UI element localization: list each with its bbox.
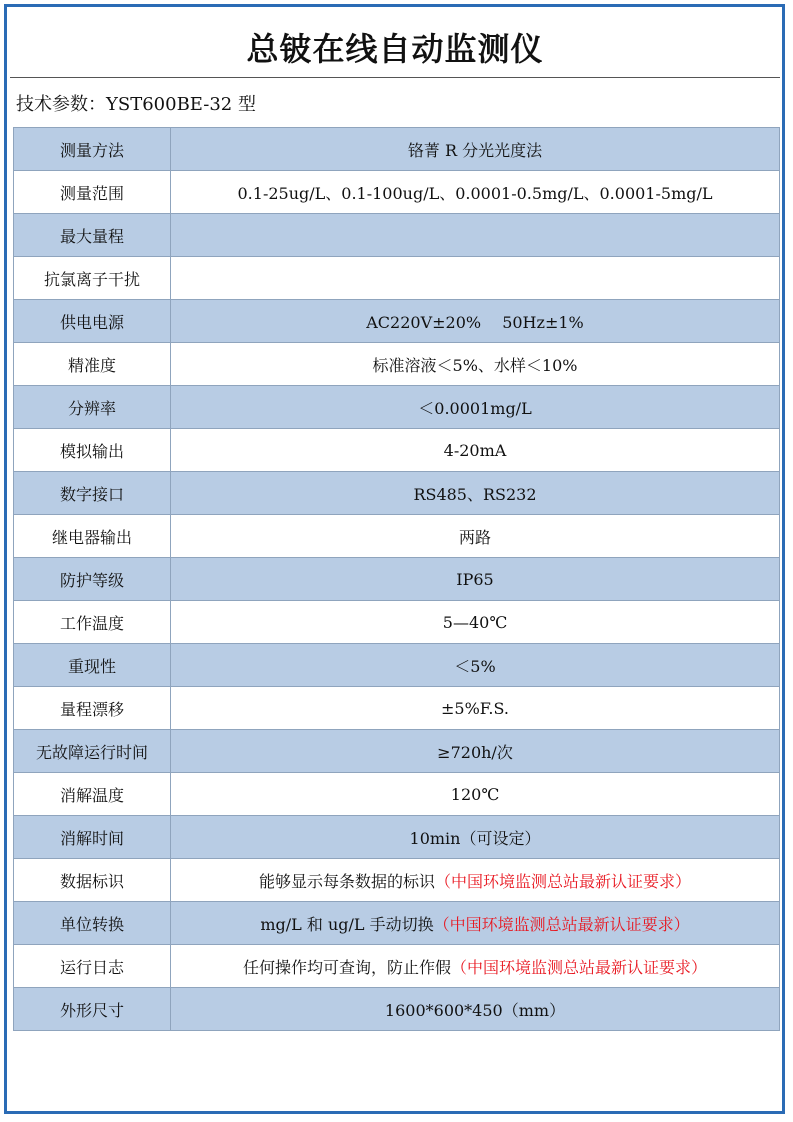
spec-value-cell xyxy=(171,988,780,1031)
spec-value-cell xyxy=(171,214,780,257)
certification-note: （中国环境监测总站最新认证要求） xyxy=(451,957,708,977)
spec-value-cell xyxy=(171,300,780,343)
table-row xyxy=(14,429,780,472)
spec-value-cell xyxy=(171,730,780,773)
spec-value: 铬菁 R 分光光度法 xyxy=(407,140,543,160)
table-row xyxy=(14,128,780,171)
spec-label: 外形尺寸 xyxy=(14,988,171,1031)
table-row xyxy=(14,601,780,644)
spec-value-cell xyxy=(171,515,780,558)
table-row xyxy=(14,644,780,687)
spec-value-cell xyxy=(171,386,780,429)
table-row xyxy=(14,257,780,300)
spec-value-cell xyxy=(171,257,780,300)
spec-value-cell xyxy=(171,816,780,859)
spec-label: 供电电源 xyxy=(14,300,171,343)
model-subtitle: 技术参数：YST600BE-32 型 xyxy=(16,94,256,115)
table-row xyxy=(14,171,780,214)
spec-value: AC220V±20% 50Hz±1% xyxy=(366,312,584,332)
table-row xyxy=(14,816,780,859)
spec-table-body xyxy=(14,128,780,1031)
spec-label: 工作温度 xyxy=(14,601,171,644)
table-row xyxy=(14,558,780,601)
spec-table xyxy=(13,127,780,1031)
spec-label: 抗氯离子干扰 xyxy=(14,257,171,300)
table-row xyxy=(14,945,780,988)
spec-value: IP65 xyxy=(456,569,494,589)
spec-value: 两路 xyxy=(458,527,491,547)
table-row xyxy=(14,859,780,902)
spec-label: 消解温度 xyxy=(14,773,171,816)
spec-label: 继电器输出 xyxy=(14,515,171,558)
spec-label: 最大量程 xyxy=(14,214,171,257)
spec-label: 模拟输出 xyxy=(14,429,171,472)
spec-value: RS485、RS232 xyxy=(413,484,537,504)
table-row xyxy=(14,386,780,429)
spec-value-cell xyxy=(171,687,780,730)
spec-label: 无故障运行时间 xyxy=(14,730,171,773)
spec-label: 防护等级 xyxy=(14,558,171,601)
spec-value-cell xyxy=(171,343,780,386)
table-row xyxy=(14,472,780,515)
table-row xyxy=(14,730,780,773)
spec-label: 数据标识 xyxy=(14,859,171,902)
table-row xyxy=(14,214,780,257)
spec-label: 测量方法 xyxy=(14,128,171,171)
spec-value-cell xyxy=(171,472,780,515)
spec-value-cell xyxy=(171,859,780,902)
spec-value: ＜5% xyxy=(454,656,496,676)
spec-value-cell xyxy=(171,171,780,214)
spec-value: ＜0.0001mg/L xyxy=(418,398,532,418)
spec-value: ±5%F.S. xyxy=(441,698,509,718)
spec-value: 4-20mA xyxy=(443,440,507,460)
spec-value-cell xyxy=(171,128,780,171)
table-row xyxy=(14,343,780,386)
spec-label: 分辨率 xyxy=(14,386,171,429)
table-row xyxy=(14,687,780,730)
spec-value: 0.1-25ug/L、0.1-100ug/L、0.0001-0.5mg/L、0.0001-5mg/L xyxy=(237,183,713,203)
spec-value: 5—40℃ xyxy=(442,612,508,632)
table-row xyxy=(14,988,780,1031)
spec-value: 10min（可设定） xyxy=(409,828,541,848)
spec-label: 单位转换 xyxy=(14,902,171,945)
table-row xyxy=(14,515,780,558)
spec-value-cell xyxy=(171,558,780,601)
table-row xyxy=(14,300,780,343)
spec-label: 消解时间 xyxy=(14,816,171,859)
spec-value-cell xyxy=(171,773,780,816)
spec-label: 量程漂移 xyxy=(14,687,171,730)
spec-value-cell xyxy=(171,644,780,687)
spec-label: 精准度 xyxy=(14,343,171,386)
title-row xyxy=(10,22,780,78)
spec-label: 数字接口 xyxy=(14,472,171,515)
spec-value-cell xyxy=(171,945,780,988)
spec-label: 重现性 xyxy=(14,644,171,687)
spec-label: 测量范围 xyxy=(14,171,171,214)
table-row xyxy=(14,902,780,945)
spec-value: 120℃ xyxy=(450,784,500,804)
spec-value: 标准溶液＜5%、水样＜10% xyxy=(372,355,578,375)
spec-label: 运行日志 xyxy=(14,945,171,988)
spec-value: 能够显示每条数据的标识 xyxy=(258,871,435,891)
certification-note: （中国环境监测总站最新认证要求） xyxy=(435,871,692,891)
spec-value: ≥720h/次 xyxy=(437,742,513,762)
spec-value: 任何操作均可查询，防止作假 xyxy=(242,957,451,977)
table-row xyxy=(14,773,780,816)
certification-note: （中国环境监测总站最新认证要求） xyxy=(433,914,690,934)
spec-value-cell xyxy=(171,601,780,644)
page-title: 总铍在线自动监测仪 xyxy=(246,30,544,68)
spec-value: 1600*600*450（mm） xyxy=(384,1000,566,1020)
spec-value-cell xyxy=(171,902,780,945)
spec-value-cell xyxy=(171,429,780,472)
spec-value: mg/L 和 ug/L 手动切换 xyxy=(260,914,434,934)
